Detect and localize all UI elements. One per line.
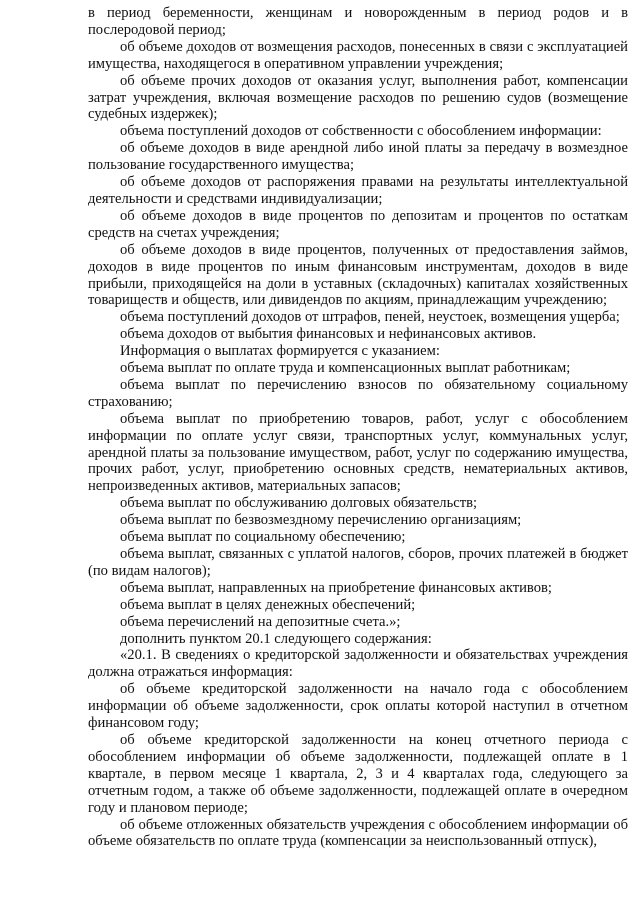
paragraph: объема поступлений доходов от штрафов, пеней, неустоек, возмещения ущерба; — [120, 309, 620, 326]
paragraph: об объеме кредиторской задолженности на начало года с обособлением информации об объеме задолженности, срок оплаты которой наступил в отчетном финансовом году; — [88, 681, 628, 732]
paragraph: об объеме доходов от распоряжения правами на результаты интеллектуальной деятельности и средствами индивидуализации; — [88, 174, 628, 207]
paragraph: в период беременности, женщинам и новорожденным в период родов и в послеродовой период; — [88, 5, 628, 38]
paragraph: об объеме кредиторской задолженности на конец отчетного периода с обособлением информации об объеме задолженности, подлежащей оплате в 1 квартале, в первом месяце 1 квартала, 2, 3 и 4 кварталах года, следующего за отчетным годом, а также об объеме задолженности, подлежащей оплате в очередном году и плановом периоде; — [88, 731, 628, 816]
document-body — [88, 5, 628, 850]
paragraph: об объеме доходов в виде процентов по депозитам и процентов по остаткам средств на счетах учреждения; — [88, 207, 628, 241]
paragraph: объема выплат по безвозмездному перечислению организациям; — [120, 512, 522, 529]
paragraph: об объеме доходов от возмещения расходов, понесенных в связи с эксплуатацией имущества, находящегося в оперативном управлении учреждения; — [88, 38, 628, 72]
paragraph: объема выплат по перечислению взносов по обязательному социальному страхованию; — [88, 376, 628, 410]
paragraph: об объеме доходов в виде арендной либо иной платы за передачу в возмездное пользование государственного имущества; — [88, 140, 628, 174]
paragraph: объема выплат, направленных на приобретение финансовых активов; — [120, 579, 552, 596]
paragraph: «20.1. В сведениях о кредиторской задолженности и обязательствах учреждения должна отражаться информация: — [88, 647, 628, 681]
paragraph: объема выплат по обслуживанию долговых обязательств; — [120, 495, 478, 512]
paragraph: объема перечислений на депозитные счета.»; — [120, 613, 401, 630]
paragraph: объема поступлений доходов от собственности с обособлением информации: — [120, 123, 602, 140]
paragraph: об объеме доходов в виде процентов, полученных от предоставления займов, доходов в виде процентов по иным финансовым инструментам, доходов в виде прибыли, приходящейся на доли в уставных (складочных) капиталах хозяйственных товариществ и обществ, или дивидендов по акциям, принадлежащим учреждению; — [88, 241, 628, 309]
paragraph: объема выплат по приобретению товаров, работ, услуг с обособлением информации по оплате услуг связи, транспортных услуг, коммунальных услуг, арендной платы за пользование имуществом, работ, услуг по содержанию имущества, прочих работ, услуг, приобретению основных средств, нематериальных активов, непроизведенных активов, материальных запасов; — [88, 410, 628, 495]
paragraph: объема доходов от выбытия финансовых и нефинансовых активов. — [120, 326, 537, 343]
paragraph: объема выплат по оплате труда и компенсационных выплат работникам; — [120, 360, 571, 377]
paragraph: дополнить пунктом 20.1 следующего содержания: — [120, 630, 432, 647]
paragraph: Информация о выплатах формируется с указанием: — [120, 343, 440, 360]
paragraph: объема выплат, связанных с уплатой налогов, сборов, прочих платежей в бюджет (по видам налогов); — [88, 546, 628, 579]
paragraph: об объеме прочих доходов от оказания услуг, выполнения работ, компенсации затрат учреждения, включая возмещение расходов по решению судов (возмещение судебных издержек); — [88, 72, 628, 123]
paragraph: объема выплат по социальному обеспечению; — [120, 529, 406, 546]
paragraph: объема выплат в целях денежных обеспечений; — [120, 596, 416, 613]
paragraph: об объеме отложенных обязательств учреждения с обособлением информации об объеме обязательств по оплате труда (компенсации за неиспользованный отпуск), — [88, 816, 628, 850]
